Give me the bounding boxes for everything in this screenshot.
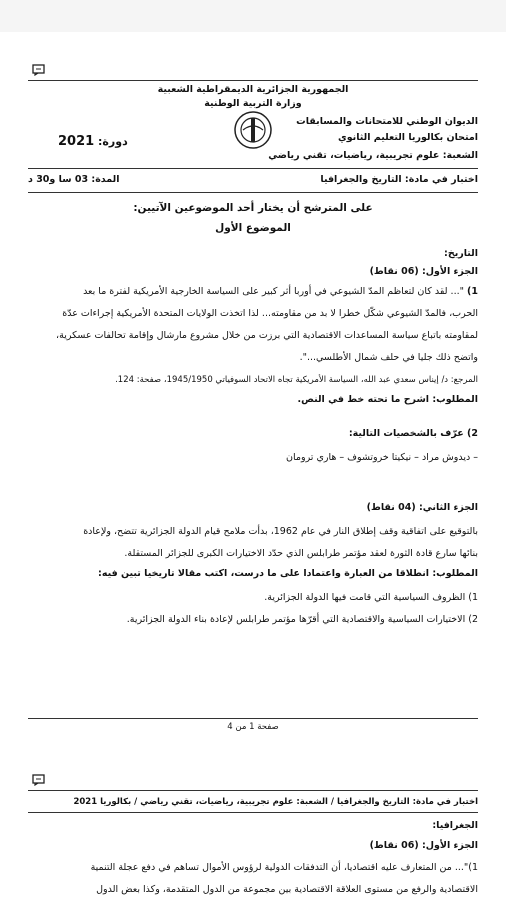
geo-q1-line-2: الاقتصادية والرفع من مستوى العلاقة الاقتصادية بين مجموعة من الدول المتقدمة، وكذا بعض الدول	[96, 884, 478, 895]
page-number: صفحة 1 من 4	[227, 722, 279, 732]
required-1: المطلوب: اشرح ما تحته خط في النص.	[297, 394, 478, 405]
viewer-top-bar	[0, 0, 506, 32]
edit-note-icon[interactable]	[32, 64, 46, 76]
instruction-line: على المترشح أن يختار أحد الموضوعين الآتيين:	[133, 202, 373, 214]
para-line-2: بنائها سارع قادة الثورة لعقد مؤتمر طرابلس الذي حدّد الاختيارات الكبرى للجزائر المستقلة.	[124, 548, 478, 559]
session-label	[58, 134, 128, 149]
geo-part1-title: الجزء الأول: (06 نقاط)	[369, 840, 478, 851]
republic-name: الجمهورية الجزائرية الديمقراطية الشعبية	[157, 84, 349, 95]
page2-header-rule	[28, 812, 478, 813]
q1-line-2: الحرب، فالمدّ الشيوعي شكّل خطرا لا بد من مقاومته... لذا اتخذت الولايات المتحدة الأمريكية إجراءات عدّة	[62, 308, 478, 319]
page2-header: اختبار في مادة: التاريخ والجغرافيا / الشعبة: علوم تجريبية، رياضيات، تقني رياضي / بكالوريا 2021	[73, 797, 478, 807]
topic-title: الموضوع الأول	[215, 222, 291, 234]
geo-q1-line-1: 1)"... من المتعارف عليه اقتصاديا، أن التدفقات الدولية لرؤوس الأموال تساهم في دفع عجلة التنمية	[90, 862, 478, 873]
item-1: 1) الظروف السياسية التي قامت فيها الدولة الجزائرية.	[264, 592, 478, 603]
q2-title: 2) عرّف بالشخصيات التالية:	[348, 428, 478, 439]
branch-line: الشعبة: علوم تجريبية، رياضيات، تقني رياضي	[268, 150, 478, 161]
reference-line: المرجع: د/ إيناس سعدي عبد الله، السياسة الأمريكية تجاه الاتحاد السوفياتي 1945/1950، صفحة: 124.	[115, 375, 478, 385]
duration-line: المدة: 03 سا و30 د	[28, 174, 120, 185]
part2-title: الجزء الثاني: (04 نقاط)	[366, 502, 478, 513]
q1-line-4: واتضح ذلك جليا في حلف شمال الأطلسي...".	[299, 352, 478, 363]
item-2: 2) الاختيارات السياسية والاقتصادية التي أقرّها مؤتمر طرابلس لإعادة بناء الدولة الجزائرية.	[126, 614, 478, 625]
q1-number: 1)	[467, 286, 478, 297]
part1-title: الجزء الأول: (06 نقاط)	[369, 266, 478, 277]
session-year: 2021	[58, 134, 95, 149]
header-rule	[28, 168, 478, 169]
document-page-2	[28, 772, 478, 900]
office-name: الديوان الوطني للامتحانات والمسابقات	[296, 116, 478, 127]
top-rule	[28, 80, 478, 81]
document-page-1	[28, 62, 478, 732]
edit-note-icon-2[interactable]	[32, 774, 46, 786]
session-text: دورة:	[98, 135, 128, 148]
q1-text-1: "... لقد كان لتعاظم المدّ الشيوعي في أوربا أثر كبير على السياسة الخارجية الأمريكية لفترة ما بعد	[83, 286, 464, 297]
exam-name: امتحان بكالوريا التعليم الثانوي	[337, 132, 478, 143]
persons-list: – ديدوش مراد – نيكيتا خروتشوف – هاري ترومان	[286, 452, 478, 463]
geo-section: الجغرافيا:	[432, 820, 478, 831]
page2-top-rule	[28, 790, 478, 791]
q1-line-1	[28, 284, 478, 300]
required-2: المطلوب: انطلاقا من العبارة واعتمادا على ما درست، اكتب مقالا تاريخيا تبين فيه:	[98, 568, 478, 579]
subject-rule	[28, 192, 478, 193]
ministry-logo-icon	[233, 110, 273, 150]
q1-line-3: لمقاومته باتباع سياسة المساعدات الاقتصادية التي برزت من خلال مشروع مارشال وإقامة تحالفات عسكرية،	[56, 330, 478, 341]
para-line-1: بالتوقيع على اتفاقية وقف إطلاق النار في عام 1962، بدأت ملامح قيام الدولة الجزائرية تتضح، ولإعادة	[83, 526, 478, 537]
footer-rule	[28, 718, 478, 719]
history-section: التاريخ:	[444, 248, 478, 259]
subject-line: اختبار في مادة: التاريخ والجغرافيا	[320, 174, 478, 185]
ministry-name: وزارة التربية الوطنية	[204, 98, 302, 109]
